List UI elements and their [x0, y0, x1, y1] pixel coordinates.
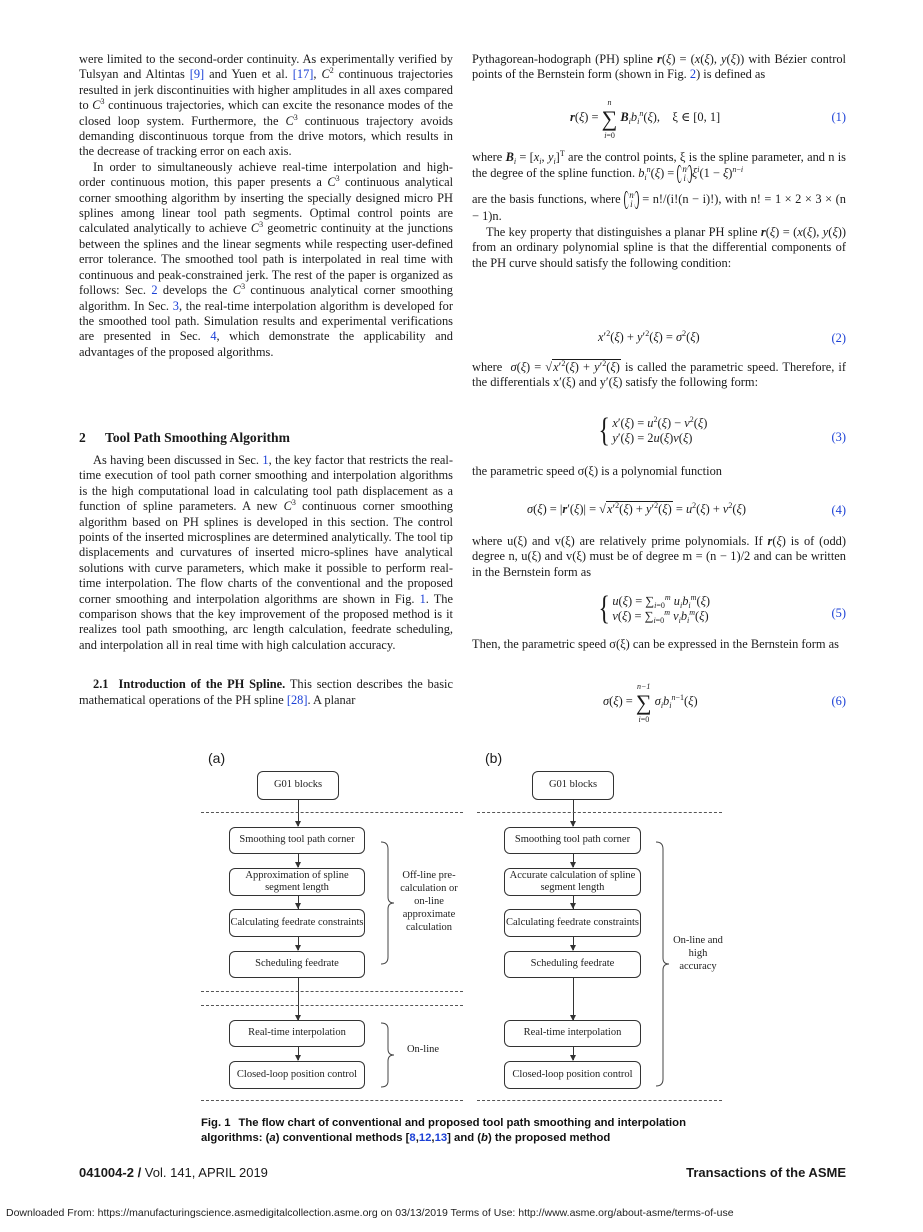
- brace-icon: [380, 1022, 396, 1088]
- flow-box-g01: G01 blocks: [532, 771, 614, 800]
- section-link[interactable]: 1: [262, 453, 269, 467]
- flow-box-approx-length: Approximation of spline segment length: [229, 868, 365, 896]
- flow-box-feedrate-constraints: Calculating feedrate constraints: [504, 909, 641, 937]
- right-column-p7: [472, 637, 846, 652]
- brace-icon: [655, 841, 671, 1087]
- equation-5: { $u(\xi) = \sum_{i=0}^m$ $u_ib_i^m(\xi)$ $v(\xi) = \sum_{i=0}^m$ $v_ib_i^m(\xi)$: [598, 590, 711, 627]
- subsection-title: Introduction of the PH Spline.: [118, 677, 286, 692]
- connector: [573, 978, 574, 1020]
- note-offline: Off-line pre-calculation or on-line approximate calculation: [400, 870, 458, 933]
- figure-link[interactable]: 2: [689, 67, 697, 82]
- page-id: 041004-2: [79, 1165, 134, 1180]
- subsection-number: 2.1: [93, 677, 109, 692]
- flow-box-realtime-interp: Real-time interpolation: [229, 1020, 365, 1047]
- paragraph: Then, the parametric speed σ(ξ) can be expressed in the Bernstein form as: [472, 637, 839, 651]
- dashed-divider: [477, 812, 722, 813]
- left-column-bottom: [79, 453, 453, 708]
- dashed-divider: [201, 1005, 463, 1006]
- connector: [298, 978, 299, 1020]
- journal-name: Transactions of the ASME: [686, 1165, 846, 1180]
- paragraph: were limited to the second-order continuity. As experimentally verified by Tulsyan and Altintas [9] and Yuen et al. [17], $C^2$ continuous trajectories resulted in jerk discontinuities with higher amplitudes in all axes compared to $C^3$ continuous trajectories, which can excite the resonance modes of the closed loop system. Furthermore, the $C^3$ continuous trajectory avoids demanding discontinuous torque from the drive motors, which results in the decrease of tracking error on each axis.: [79, 52, 454, 159]
- citation-link[interactable]: [28]: [286, 692, 308, 707]
- paragraph: where $\sigma(\xi) = √x'^2(\xi) + y'^2(\xi)$ is called the parametric speed. Therefore, if the differentials x′(ξ) and y′(ξ) satisfy the following form:: [472, 359, 846, 390]
- right-column-p4: [472, 360, 846, 391]
- equation-6: σ(ξ) = ∑ n−1 i=0 $\sigma_ib_i^{n-1}(\xi)$: [603, 682, 698, 724]
- page-footer-left: 041004-2 / Vol. 141, APRIL 2019: [79, 1165, 268, 1180]
- equation-number[interactable]: (6): [831, 694, 846, 708]
- paragraph: In order to simultaneously achieve real-time interpolation and high-order continuous motion, this paper presents a $C^3$ continuous analytical corner smoothing algorithm by inserting the specially designed micro PH splines among linear tool path segments. Optimal control points are calculated analytically to achieve $C^3$ geometric continuity at the junctions between the splines and the linear segments while respecting user-defined error tolerance. The smoothed tool path is interpolated in real time with continuous and peak-constrained jerk. The rest of the paper is organized as follows: Sec. 2 develops the $C^3$ continuous analytical corner smoothing algorithm. In Sec. 3, the real-time interpolation algorithm is developed for the smoothed tool path. Simulation results and experimental verifications are presented in Sec. 4, which demonstrate the applicability and advantages of the proposed algorithms.: [79, 159, 454, 359]
- flow-box-g01: G01 blocks: [257, 771, 339, 800]
- equation-number[interactable]: (2): [831, 331, 846, 345]
- flow-box-feedrate-constraints: Calculating feedrate constraints: [229, 909, 365, 937]
- flow-box-scheduling: Scheduling feedrate: [504, 951, 641, 978]
- note-online: On-line: [406, 1044, 440, 1055]
- flow-box-closed-loop: Closed-loop position control: [229, 1061, 365, 1089]
- citation-link[interactable]: [9]: [189, 67, 205, 82]
- dashed-divider: [201, 991, 463, 992]
- right-column-p2: [472, 150, 846, 271]
- equation-number[interactable]: (5): [831, 606, 846, 620]
- section-link[interactable]: 3: [172, 298, 179, 313]
- section-heading: 2 Tool Path Smoothing Algorithm: [79, 430, 290, 445]
- equation-number[interactable]: (3): [831, 430, 846, 444]
- paragraph: Pythagorean-hodograph (PH) spline r(ξ) = (x(ξ), y(ξ)) with Bézier control points of the Bernstein form (shown in Fig. 2) is defined as: [472, 52, 846, 82]
- flow-box-accurate-length: Accurate calculation of spline segment length: [504, 868, 641, 896]
- brace-icon: [380, 841, 396, 965]
- section-link[interactable]: 2: [151, 283, 158, 298]
- right-column-p6: [472, 534, 846, 580]
- download-notice: Downloaded From: https://manufacturingscience.asmedigitalcollection.asme.org on 03/13/2019 Terms of Use: http://www.asme.org/about-asme/terms-of-use: [6, 1207, 734, 1219]
- right-column-p5: [472, 464, 846, 479]
- equation-number[interactable]: (1): [831, 110, 846, 124]
- left-column-top: [79, 52, 453, 360]
- figure-caption: Fig. 1 The flow chart of conventional and proposed tool path smoothing and interpolation algorithms: (a) conventional methods [8,12,13] and (b) the proposed method: [201, 1117, 686, 1144]
- panel-label-a: (a): [208, 750, 226, 766]
- equation-2: $x'^2(\xi) + y'^2(\xi) = \sigma^2(\xi)$: [598, 329, 700, 344]
- citation-link[interactable]: 12: [418, 1132, 432, 1144]
- flow-box-realtime-interp: Real-time interpolation: [504, 1020, 641, 1047]
- dashed-divider: [477, 1100, 722, 1101]
- equation-number[interactable]: (4): [831, 503, 846, 517]
- paragraph: where $B_i = [x_i$, $y_i]^T$ are the control points, ξ is the spline parameter, and n is the degree of the spline function. $b_i^n(\xi) = n$ i $\xi^i(1 - \xi)^{n-i}$: [472, 149, 847, 184]
- citation-link[interactable]: [17]: [292, 67, 314, 82]
- right-column-p1: [472, 52, 846, 83]
- figure-link[interactable]: 1: [419, 591, 426, 606]
- section-link[interactable]: 4: [210, 329, 217, 344]
- subsection-paragraph: 2.1 Introduction of the PH Spline. This section describes the basic mathematical operations of the PH spline [28]. A planar: [79, 677, 453, 707]
- panel-label-b: (b): [485, 750, 503, 766]
- equation-1: r(ξ) = ∑ n i=0 $B_ib_i^n(\xi)$, ξ ∈ [0, 1]: [570, 98, 721, 140]
- citation-link[interactable]: 13: [434, 1132, 448, 1144]
- equation-4: $\sigma(\xi) = |r'(\xi)| = √x'^2(\xi) + y'^2(\xi) = u^2(\xi) + v^2(\xi)$: [527, 501, 746, 516]
- dashed-divider: [201, 812, 463, 813]
- paragraph: The key property that distinguishes a planar PH spline r(ξ) = (x(ξ), y(ξ)) from an ordinary polynomial spline is that the differential components of the PH curve should satisfy the following condition:: [472, 224, 847, 270]
- paragraph: the parametric speed σ(ξ) is a polynomial function: [472, 464, 722, 478]
- flow-box-closed-loop: Closed-loop position control: [504, 1061, 641, 1089]
- flow-box-smoothing: Smoothing tool path corner: [229, 827, 365, 854]
- flow-box-scheduling: Scheduling feedrate: [229, 951, 365, 978]
- volume-info: Vol. 141, APRIL 2019: [144, 1165, 268, 1180]
- paragraph: As having been discussed in Sec. 1, the key factor that restricts the real-time execution of tool path corner smoothing and interpolation algorithms is the high computational load in calculating tool path displacement as a function of spline parameters. A new $C^3$ continuous corner smoothing algorithm based on PH splines is developed in this section. The control points of the inserted microsplines are determined analytically. The tool tip displacements and curvatures of inserted micro-splines have analytical solutions with curve parameters, which make it possible to perform real-time interpolation. The flow charts of the conventional and the proposed corner smoothing and interpolation algorithms are shown in Fig. 1. The comparison shows that the key improvement of the proposed method is it realizes tool path smoothing, arc length calculation, feedrate scheduling, and interpolation all in real time with high calculation accuracy.: [79, 453, 454, 652]
- equation-3: { $x'(\xi) = u^2(\xi) - v^2(\xi)$ y′(ξ) = 2u(ξ)v(ξ): [598, 412, 708, 449]
- flow-box-smoothing: Smoothing tool path corner: [504, 827, 641, 854]
- note-online-high-accuracy: On-line and high accuracy: [673, 935, 723, 972]
- dashed-divider: [201, 1100, 463, 1101]
- citation-link[interactable]: 8: [409, 1132, 416, 1144]
- paragraph: are the basis functions, where n i = n!/(i!(n − i)!), with n! = 1 × 2 × 3 × (n − 1)n.: [472, 190, 846, 224]
- paragraph: where u(ξ) and v(ξ) are relatively prime polynomials. If r(ξ) is of (odd) degree n, u(ξ) and v(ξ) must be of degree m = (n − 1)/2 and can be written in the Bernstein form as: [472, 534, 846, 579]
